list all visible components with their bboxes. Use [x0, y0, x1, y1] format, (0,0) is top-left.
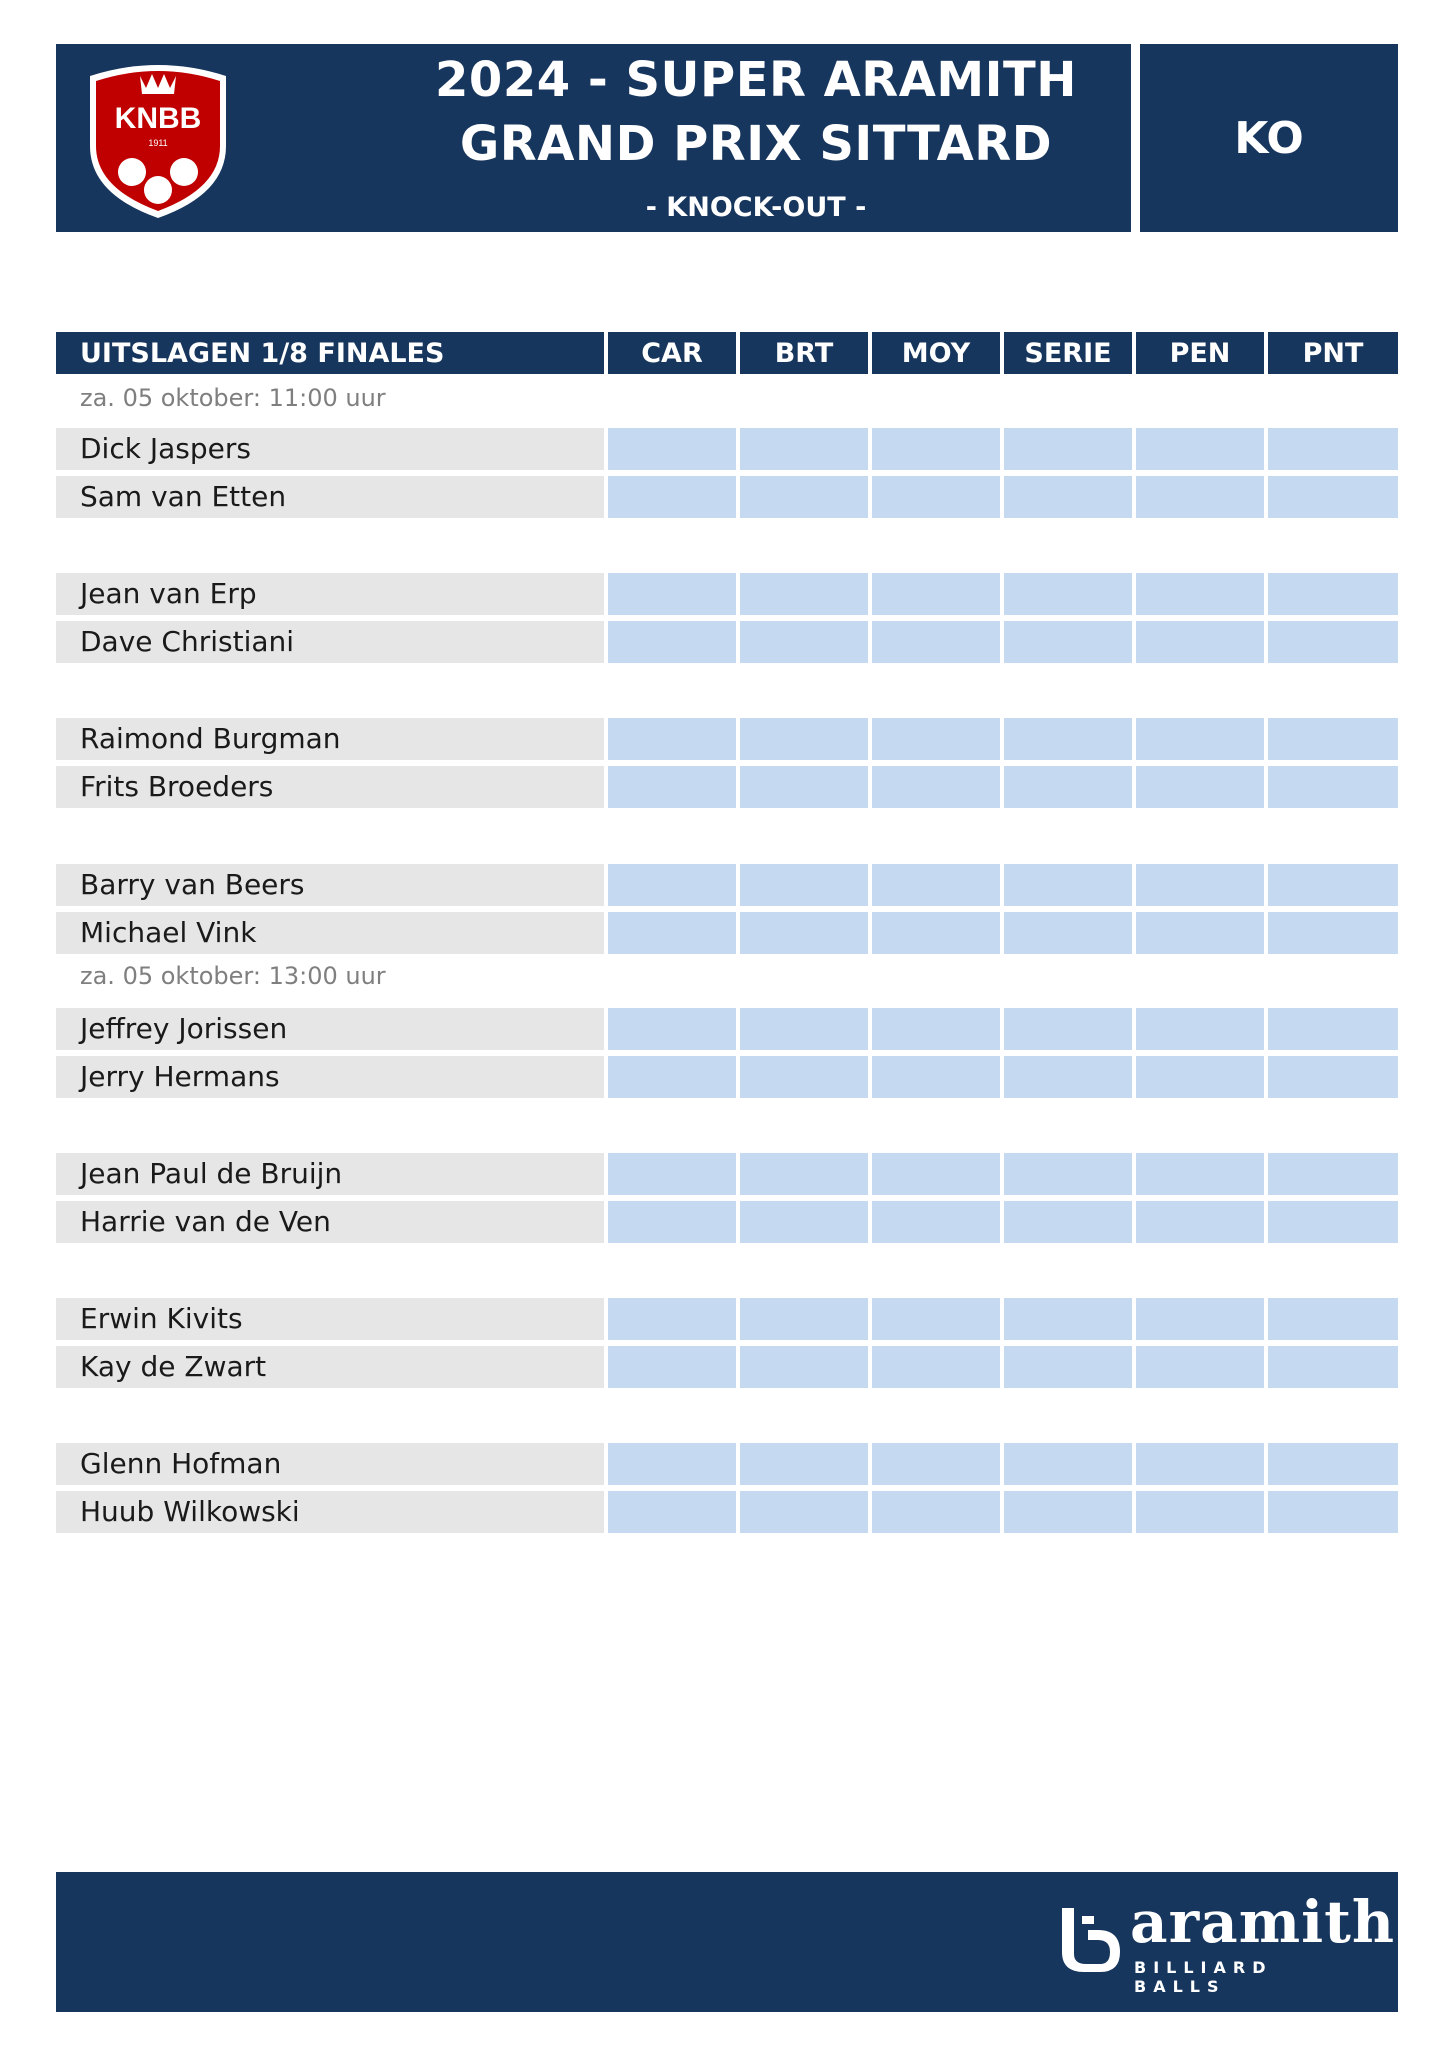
score-cell-serie	[1004, 1491, 1132, 1533]
score-cell-serie	[1004, 1056, 1132, 1098]
score-cell-pnt	[1268, 428, 1398, 470]
table-row	[56, 912, 1398, 954]
score-cell-moy	[872, 1008, 1000, 1050]
score-cell-serie	[1004, 766, 1132, 808]
player-name: Jerry Hermans	[56, 1056, 604, 1098]
player-name: Harrie van de Ven	[56, 1201, 604, 1243]
logo-text: KNBB	[114, 102, 202, 135]
score-cell-pnt	[1268, 1443, 1398, 1485]
brand-name: aramith	[1130, 1888, 1396, 1956]
header-banner	[56, 44, 1131, 232]
score-cell-moy	[872, 428, 1000, 470]
score-cell-pnt	[1268, 621, 1398, 663]
table-row	[56, 1201, 1398, 1243]
score-cell-brt	[740, 428, 868, 470]
player-name: Michael Vink	[56, 912, 604, 954]
score-cell-moy	[872, 718, 1000, 760]
table-row	[56, 1008, 1398, 1050]
score-cell-moy	[872, 864, 1000, 906]
footer-banner	[56, 1872, 1398, 2012]
score-cell-car	[608, 1153, 736, 1195]
score-cell-car	[608, 1008, 736, 1050]
score-cell-brt	[740, 1201, 868, 1243]
score-cell-serie	[1004, 476, 1132, 518]
score-cell-serie	[1004, 1201, 1132, 1243]
score-cell-pen	[1136, 621, 1264, 663]
score-cell-moy	[872, 1491, 1000, 1533]
score-cell-car	[608, 1298, 736, 1340]
table-row	[56, 1491, 1398, 1533]
score-cell-serie	[1004, 1153, 1132, 1195]
title-line-2: GRAND PRIX SITTARD	[459, 116, 1053, 172]
score-cell-brt	[740, 1491, 868, 1533]
table-row	[56, 573, 1398, 615]
score-cell-pen	[1136, 1491, 1264, 1533]
session-date: za. 05 oktober: 11:00 uur	[80, 384, 386, 412]
score-cell-pnt	[1268, 1153, 1398, 1195]
score-cell-pnt	[1268, 1298, 1398, 1340]
score-cell-pnt	[1268, 573, 1398, 615]
player-name: Jean van Erp	[56, 573, 604, 615]
table-row	[56, 1153, 1398, 1195]
score-cell-serie	[1004, 1443, 1132, 1485]
player-name: Dave Christiani	[56, 621, 604, 663]
column-header-moy: MOY	[872, 332, 1000, 374]
score-cell-moy	[872, 766, 1000, 808]
table-row	[56, 1298, 1398, 1340]
score-cell-brt	[740, 1153, 868, 1195]
score-cell-brt	[740, 766, 868, 808]
title-line-1: 2024 - SUPER ARAMITH	[435, 52, 1077, 108]
score-cell-car	[608, 1346, 736, 1388]
score-cell-moy	[872, 1346, 1000, 1388]
score-cell-car	[608, 428, 736, 470]
score-cell-brt	[740, 621, 868, 663]
score-cell-pen	[1136, 718, 1264, 760]
column-header-brt: BRT	[740, 332, 868, 374]
score-cell-moy	[872, 476, 1000, 518]
score-cell-brt	[740, 718, 868, 760]
score-cell-serie	[1004, 864, 1132, 906]
score-cell-pnt	[1268, 912, 1398, 954]
score-cell-car	[608, 476, 736, 518]
score-cell-pnt	[1268, 1056, 1398, 1098]
score-cell-moy	[872, 573, 1000, 615]
column-header-car: CAR	[608, 332, 736, 374]
score-cell-pnt	[1268, 864, 1398, 906]
score-cell-pnt	[1268, 1201, 1398, 1243]
score-cell-pen	[1136, 1346, 1264, 1388]
score-cell-pen	[1136, 912, 1264, 954]
player-name: Barry van Beers	[56, 864, 604, 906]
aramith-logo	[1054, 1888, 1396, 1996]
score-cell-car	[608, 1491, 736, 1533]
player-name: Kay de Zwart	[56, 1346, 604, 1388]
player-name: Jeffrey Jorissen	[56, 1008, 604, 1050]
score-cell-pen	[1136, 1153, 1264, 1195]
score-cell-serie	[1004, 1298, 1132, 1340]
player-name: Huub Wilkowski	[56, 1491, 604, 1533]
score-cell-brt	[740, 476, 868, 518]
score-cell-brt	[740, 573, 868, 615]
table-header	[56, 332, 1398, 374]
score-cell-moy	[872, 1443, 1000, 1485]
score-cell-brt	[740, 912, 868, 954]
score-cell-car	[608, 621, 736, 663]
score-cell-car	[608, 1056, 736, 1098]
table-row	[56, 864, 1398, 906]
player-name: Frits Broeders	[56, 766, 604, 808]
score-cell-car	[608, 912, 736, 954]
score-cell-pen	[1136, 1008, 1264, 1050]
brand-tagline: BILLIARD BALLS	[1134, 1958, 1273, 1996]
score-cell-pen	[1136, 1443, 1264, 1485]
score-cell-pnt	[1268, 1491, 1398, 1533]
score-cell-brt	[740, 1008, 868, 1050]
score-cell-serie	[1004, 1346, 1132, 1388]
score-cell-brt	[740, 1056, 868, 1098]
score-cell-brt	[740, 864, 868, 906]
column-header-pen: PEN	[1136, 332, 1264, 374]
score-cell-serie	[1004, 573, 1132, 615]
score-cell-serie	[1004, 621, 1132, 663]
score-cell-brt	[740, 1298, 868, 1340]
score-cell-pnt	[1268, 718, 1398, 760]
score-cell-serie	[1004, 428, 1132, 470]
player-name: Jean Paul de Bruijn	[56, 1153, 604, 1195]
score-cell-moy	[872, 621, 1000, 663]
score-cell-serie	[1004, 718, 1132, 760]
player-name: Sam van Etten	[56, 476, 604, 518]
score-cell-moy	[872, 1153, 1000, 1195]
score-cell-serie	[1004, 912, 1132, 954]
score-cell-car	[608, 718, 736, 760]
knbb-logo-icon	[80, 54, 236, 222]
table-row	[56, 718, 1398, 760]
score-cell-pen	[1136, 1056, 1264, 1098]
score-cell-moy	[872, 1298, 1000, 1340]
table-row	[56, 1443, 1398, 1485]
score-cell-pen	[1136, 1298, 1264, 1340]
aramith-mark-icon	[1054, 1902, 1124, 1974]
score-cell-car	[608, 1443, 736, 1485]
score-cell-pen	[1136, 476, 1264, 518]
column-header-pnt: PNT	[1268, 332, 1398, 374]
score-cell-moy	[872, 912, 1000, 954]
table-row	[56, 428, 1398, 470]
table-row	[56, 1346, 1398, 1388]
score-cell-brt	[740, 1346, 868, 1388]
score-cell-moy	[872, 1201, 1000, 1243]
player-name: Erwin Kivits	[56, 1298, 604, 1340]
table-row	[56, 621, 1398, 663]
score-cell-car	[608, 1201, 736, 1243]
score-cell-pnt	[1268, 766, 1398, 808]
column-header-serie: SERIE	[1004, 332, 1132, 374]
score-cell-car	[608, 766, 736, 808]
table-row	[56, 1056, 1398, 1098]
table-row	[56, 766, 1398, 808]
logo-year: 1911	[148, 138, 168, 148]
score-cell-moy	[872, 1056, 1000, 1098]
score-cell-pen	[1136, 1201, 1264, 1243]
score-cell-pen	[1136, 864, 1264, 906]
score-cell-pen	[1136, 428, 1264, 470]
session-date: za. 05 oktober: 13:00 uur	[80, 962, 386, 990]
score-cell-brt	[740, 1443, 868, 1485]
table-row	[56, 476, 1398, 518]
score-cell-serie	[1004, 1008, 1132, 1050]
score-cell-car	[608, 864, 736, 906]
player-name: Raimond Burgman	[56, 718, 604, 760]
score-cell-pnt	[1268, 1346, 1398, 1388]
player-name: Dick Jaspers	[56, 428, 604, 470]
score-cell-pnt	[1268, 1008, 1398, 1050]
player-name: Glenn Hofman	[56, 1443, 604, 1485]
table-title: UITSLAGEN 1/8 FINALES	[56, 332, 604, 374]
score-cell-pen	[1136, 766, 1264, 808]
subtitle: - KNOCK-OUT -	[645, 192, 867, 223]
ko-badge: KO	[1140, 44, 1398, 232]
score-cell-car	[608, 573, 736, 615]
score-cell-pen	[1136, 573, 1264, 615]
score-cell-pnt	[1268, 476, 1398, 518]
